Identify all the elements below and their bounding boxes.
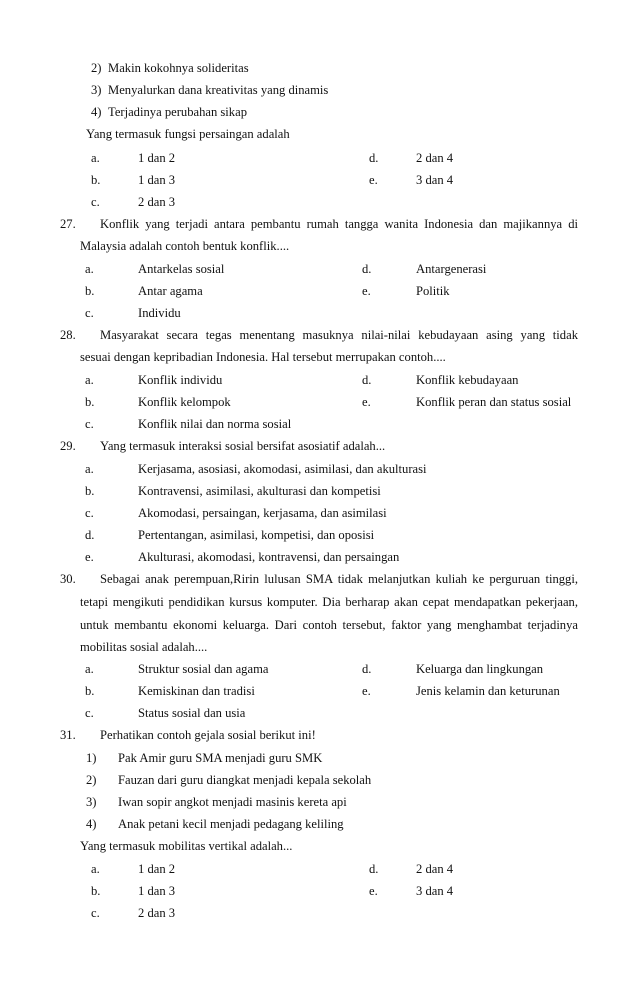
question-text: Malaysia adalah contoh bentuk konflik.... <box>80 239 290 253</box>
option-text: 1 dan 3 <box>138 173 176 187</box>
option-letter: e. <box>85 550 94 564</box>
question-text: Masyarakat secara tegas menentang masuknya nilai-nilai kebudayaan asing yang tidak <box>100 328 578 342</box>
item-text: Terjadinya perubahan sikap <box>108 105 247 119</box>
option-text: 3 dan 4 <box>416 884 454 898</box>
option-text: Status sosial dan usia <box>138 706 246 720</box>
option-text: 3 dan 4 <box>416 173 454 187</box>
option-letter: a. <box>85 662 94 676</box>
option-text: Konflik individu <box>138 373 223 387</box>
item-number: 4) <box>86 817 97 831</box>
item-number: 4) <box>91 105 102 119</box>
option-text: Kerjasama, asosiasi, akomodasi, asimilasi, dan akulturasi <box>138 462 427 476</box>
item-text: Menyalurkan dana kreativitas yang dinamis <box>108 83 329 97</box>
question-text: tetapi mengikuti pendidikan kursus komputer. Dia berharap akan cepat mendapatkan pekerjaan, <box>80 595 578 609</box>
option-text: 2 dan 3 <box>138 195 176 209</box>
option-letter: c. <box>91 906 100 920</box>
question-text: Konflik yang terjadi antara pembantu rumah tangga wanita Indonesia dan majikannya di <box>100 217 578 231</box>
item-text: Fauzan dari guru diangkat menjadi kepala sekolah <box>118 773 372 787</box>
option-letter: b. <box>91 173 101 187</box>
option-letter: a. <box>85 262 94 276</box>
option-letter: a. <box>91 862 100 876</box>
option-text: 2 dan 4 <box>416 862 454 876</box>
option-text: Individu <box>138 306 181 320</box>
option-text: Konflik peran dan status sosial <box>416 395 572 409</box>
option-letter: d. <box>369 151 379 165</box>
option-letter: b. <box>85 484 95 498</box>
option-text: Konflik kelompok <box>138 395 231 409</box>
item-number: 2) <box>86 773 97 787</box>
option-letter: d. <box>362 373 372 387</box>
option-letter: c. <box>85 417 94 431</box>
option-letter: b. <box>85 284 95 298</box>
question-text: mobilitas sosial adalah.... <box>80 640 208 654</box>
option-letter: b. <box>91 884 101 898</box>
question-text: Sebagai anak perempuan,Ririn lulusan SMA tidak melanjutkan kuliah ke perguruan tinggi, <box>100 572 578 586</box>
option-letter: e. <box>362 284 371 298</box>
option-text: Antargenerasi <box>416 262 487 276</box>
option-text: Struktur sosial dan agama <box>138 662 269 676</box>
option-text: Konflik nilai dan norma sosial <box>138 417 292 431</box>
item-number: 1) <box>86 751 97 765</box>
option-text: Kemiskinan dan tradisi <box>138 684 255 698</box>
option-text: Keluarga dan lingkungan <box>416 662 544 676</box>
item-number: 3) <box>86 795 97 809</box>
option-letter: c. <box>85 306 94 320</box>
option-text: Politik <box>416 284 450 298</box>
question-number: 28. <box>60 328 76 342</box>
option-letter: d. <box>369 862 379 876</box>
option-letter: c. <box>85 706 94 720</box>
question-number: 29. <box>60 439 76 453</box>
item-number: 3) <box>91 83 102 97</box>
question-text: Yang termasuk interaksi sosial bersifat asosiatif adalah... <box>100 439 386 453</box>
option-letter: e. <box>362 395 371 409</box>
option-letter: d. <box>362 662 372 676</box>
option-text: Pertentangan, asimilasi, kompetisi, dan oposisi <box>138 528 375 542</box>
item-text: Pak Amir guru SMA menjadi guru SMK <box>118 751 323 765</box>
option-text: Jenis kelamin dan keturunan <box>416 684 560 698</box>
question-text: untuk membantu ekonomi keluarga. Dari contoh tersebut, faktor yang menghambat terjadinya <box>80 618 578 632</box>
option-letter: d. <box>362 262 372 276</box>
question-stem: Yang termasuk fungsi persaingan adalah <box>86 127 290 141</box>
item-number: 2) <box>91 61 102 75</box>
option-letter: e. <box>369 173 378 187</box>
option-letter: d. <box>85 528 95 542</box>
option-letter: e. <box>362 684 371 698</box>
option-letter: a. <box>91 151 100 165</box>
question-text: sesuai dengan kepribadian Indonesia. Hal tersebut merrupakan contoh.... <box>80 350 446 364</box>
option-text: 1 dan 2 <box>138 151 176 165</box>
question-number: 31. <box>60 728 76 742</box>
option-text: Akomodasi, persaingan, kerjasama, dan asimilasi <box>138 506 387 520</box>
option-text: Akulturasi, akomodasi, kontravensi, dan persaingan <box>138 550 400 564</box>
question-number: 27. <box>60 217 76 231</box>
item-text: Iwan sopir angkot menjadi masinis kereta api <box>118 795 347 809</box>
question-text: Perhatikan contoh gejala sosial berikut ini! <box>100 728 316 742</box>
option-text: Antar agama <box>138 284 203 298</box>
question-stem: Yang termasuk mobilitas vertikal adalah... <box>80 839 293 853</box>
item-text: Makin kokohnya solideritas <box>108 61 249 75</box>
option-letter: c. <box>85 506 94 520</box>
option-letter: b. <box>85 684 95 698</box>
item-text: Anak petani kecil menjadi pedagang keliling <box>118 817 344 831</box>
option-text: Antarkelas sosial <box>138 262 225 276</box>
option-text: 2 dan 4 <box>416 151 454 165</box>
option-letter: a. <box>85 373 94 387</box>
option-text: Konflik kebudayaan <box>416 373 519 387</box>
option-letter: e. <box>369 884 378 898</box>
option-letter: a. <box>85 462 94 476</box>
option-text: 1 dan 2 <box>138 862 176 876</box>
option-text: 2 dan 3 <box>138 906 176 920</box>
option-letter: c. <box>91 195 100 209</box>
option-letter: b. <box>85 395 95 409</box>
question-number: 30. <box>60 572 76 586</box>
option-text: 1 dan 3 <box>138 884 176 898</box>
option-text: Kontravensi, asimilasi, akulturasi dan kompetisi <box>138 484 381 498</box>
